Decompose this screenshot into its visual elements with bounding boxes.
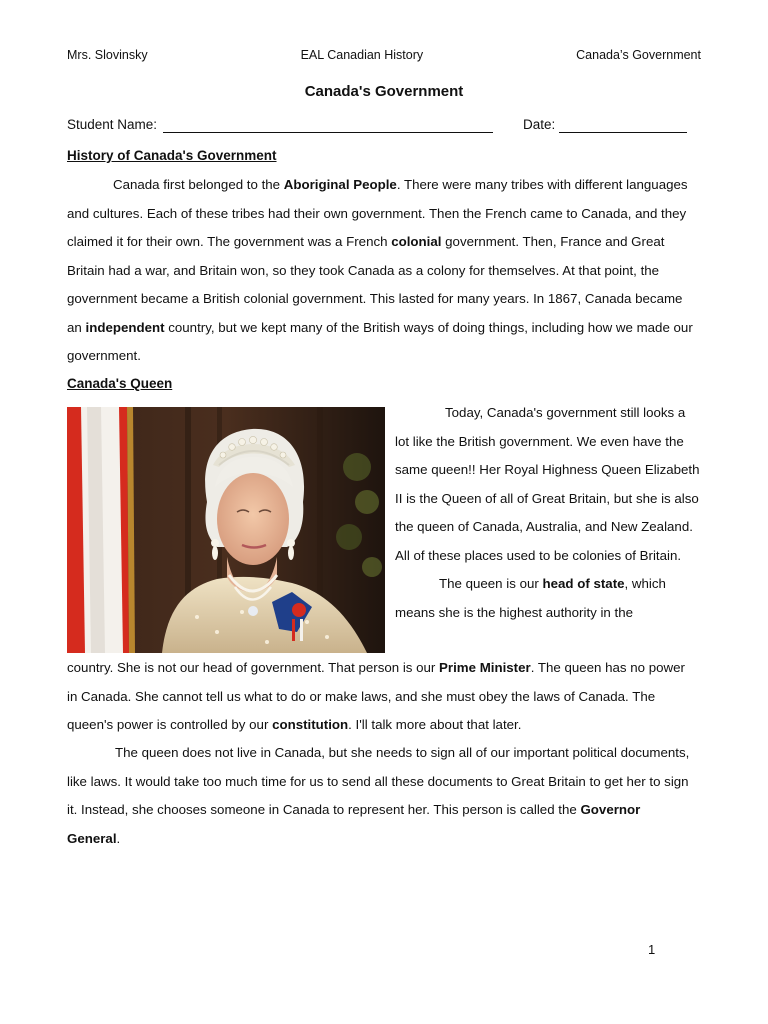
- page-header: [67, 46, 701, 64]
- history-heading: History of Canada's Government: [67, 148, 277, 163]
- term-constitution: constitution: [272, 717, 349, 732]
- history-text: . There were many tribes with different languages and cultures. Each of these tribes had their own government. Then the French came to Canada, and they claimed it for their own. The government was a French: [67, 177, 688, 249]
- term-independent: independent: [85, 319, 165, 335]
- history-text: country, but we kept many of the British ways of doing things, including how we made our government.: [67, 319, 693, 363]
- student-name-field[interactable]: [163, 132, 493, 133]
- student-info-row: [67, 117, 701, 137]
- page-number: 1: [648, 942, 656, 957]
- term-aboriginal-people: Aboriginal People: [283, 177, 397, 192]
- queen-intro-text: [395, 399, 700, 627]
- queen-portrait-image: [67, 407, 385, 653]
- queen-text: . I'll talk more about that later.: [348, 717, 522, 732]
- queen-text: country. She is not our head of government. That person is our: [67, 660, 440, 675]
- student-name-label: Student Name:: [67, 117, 158, 132]
- term-colonial: colonial: [391, 234, 442, 249]
- term-head-of-state: head of state: [542, 576, 625, 591]
- history-text: government. Then, France and Great Britain had a war, and Britain won, so they took Canada as a colony for themselves. At that point, the government became a British colonial government. This lasted for many years. In 1867, Canada became an: [67, 234, 683, 335]
- header-topic: Canada’s Government: [576, 48, 701, 62]
- queen-text: The queen is our: [439, 576, 543, 591]
- header-teacher: Mrs. Slovinsky: [67, 48, 148, 62]
- term-prime-minister: Prime Minister: [439, 660, 531, 675]
- queen-text: The queen does not live in Canada, but she needs to sign all of our important political documents, like laws. It would take too much time for us to send all these documents to Great Britain to get her to sign it. Instead, she chooses someone in Canada to represent her. This person is called the: [67, 745, 690, 817]
- queen-text: Today, Canada's government still looks a lot like the British government. We even have the same queen!! Her Royal Highness Queen Elizabeth II is the Queen of all of Great Britain, but she is also the queen of Canada, Australia, and New Zealand. All of these places used to be colonies of Britain.: [395, 405, 700, 563]
- date-field[interactable]: [559, 132, 687, 133]
- document-title: Canada's Government: [304, 83, 464, 100]
- term-governor-general: Governor General: [67, 802, 641, 846]
- governor-general-paragraph: [67, 739, 697, 853]
- queen-power-paragraph: [67, 654, 697, 740]
- queen-heading: Canada's Queen: [67, 376, 173, 391]
- queen-text: .: [116, 830, 121, 846]
- history-text: Canada first belonged to the: [113, 177, 284, 192]
- history-paragraph: [67, 171, 697, 371]
- header-course: EAL Canadian History: [300, 48, 424, 62]
- date-label: Date:: [523, 117, 556, 132]
- queen-text: . The queen has no power in Canada. She cannot tell us what to do or make laws, and she must obey the laws of Canada. The queen's power is controlled by our: [67, 660, 685, 732]
- queen-text: , which means she is the highest authority in the: [395, 576, 666, 620]
